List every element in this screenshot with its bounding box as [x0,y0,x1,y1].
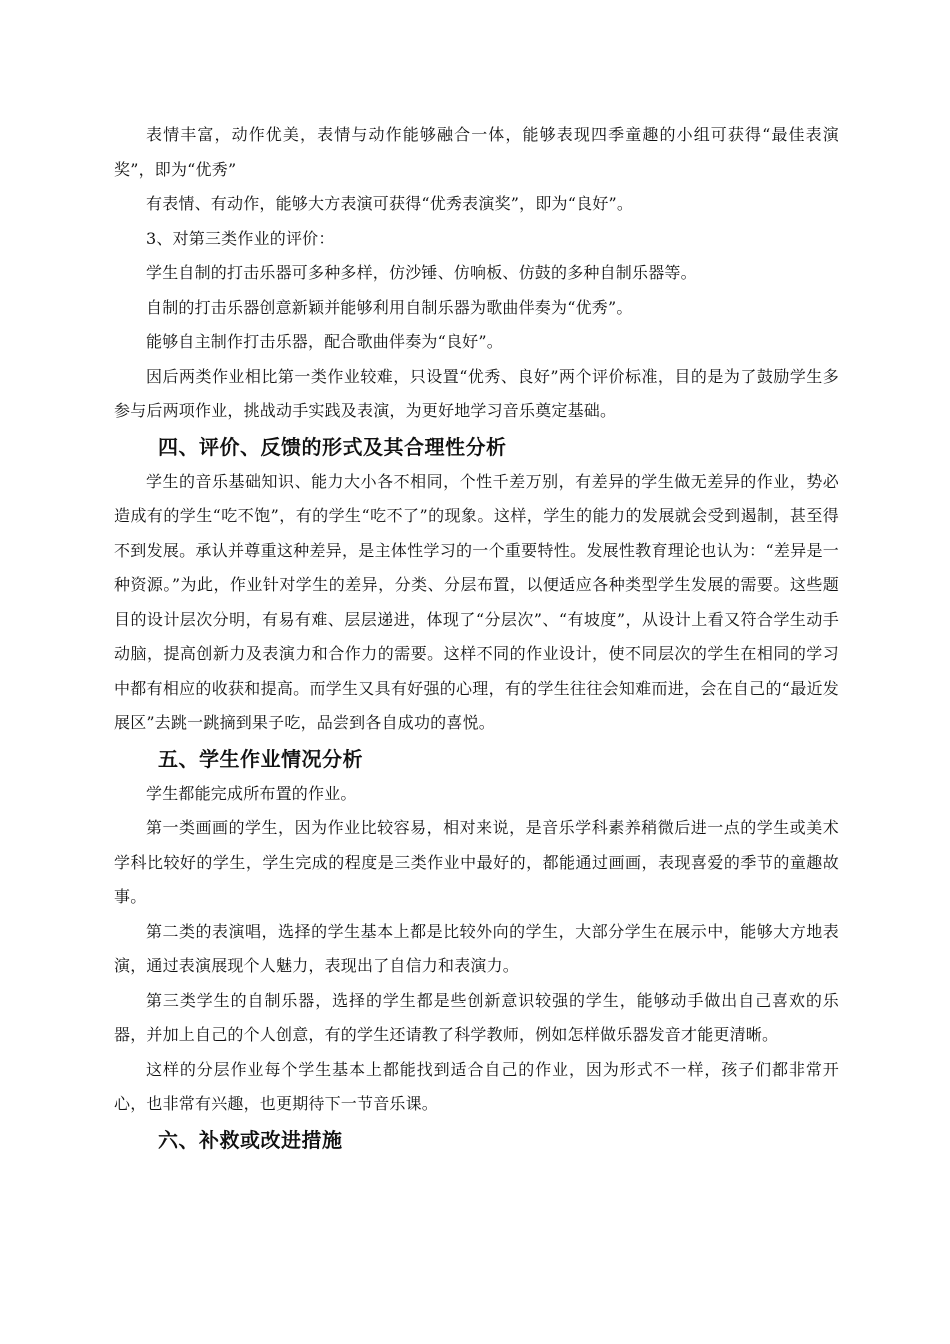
section-heading-4: 四、评价、反馈的形式及其合理性分析 [158,434,507,459]
paragraph: 第一类画画的学生，因为作业比较容易，相对来说，是音乐学科素养稍微后进一点的学生或美术学科比较好的学生，学生完成的程度是三类作业中最好的，都能通过画画，表现喜爱的季节的童趣故事。 [114,818,839,906]
paragraph: 表情丰富，动作优美，表情与动作能够融合一体，能够表现四季童趣的小组可获得“最佳表演奖”，即为“优秀” [114,125,839,179]
section-heading-6: 六、补救或改进措施 [158,1127,343,1152]
paragraph: 自制的打击乐器创意新颖并能够利用自制乐器为歌曲伴奏为“优秀”。 [146,297,633,317]
paragraph: 学生都能完成所布置的作业。 [146,783,357,803]
paragraph: 第三类学生的自制乐器，选择的学生都是些创新意识较强的学生，能够动手做出自己喜欢的乐器，并加上自己的个人创意，有的学生还请教了科学教师，例如怎样做乐器发音才能更清晰。 [114,990,839,1044]
paragraph: 有表情、有动作，能够大方表演可获得“优秀表演奖”，即为“良好”。 [146,194,634,213]
document-page [114,118,839,1158]
paragraph: 因后两类作业相比第一类作业较难，只设置“优秀、良好”两个评价标准，目的是为了鼓励学生多参与后两项作业，挑战动手实践及表演，为更好地学习音乐奠定基础。 [114,366,839,420]
paragraph: 这样的分层作业每个学生基本上都能找到适合自己的作业，因为形式不一样，孩子们都非常开心，也非常有兴趣，也更期待下一节音乐课。 [114,1059,839,1113]
section-heading-5: 五、学生作业情况分析 [158,746,363,771]
paragraph: 学生的音乐基础知识、能力大小各不相同，个性千差万别，有差异的学生做无差异的作业，势必造成有的学生“吃不饱”，有的学生“吃不了”的现象。这样，学生的能力的发展就会受到遏制，甚至得不到发展。承认并尊重这种差异，是主体性学习的一个重要特性。发展性教育理论也认为：“差异是一种资源。”为此，作业针对学生的差异，分类、分层布置，以便适应各种类型学生发展的需要。这些题目的设计层次分明，有易有难、层层递进，体现了“分层次”、“有坡度”，从设计上看又符合学生动手动脑，提高创新力及表演力和合作力的需要。这样不同的作业设计，使不同层次的学生在相同的学习中都有相应的收获和提高。而学生又具有好强的心理，有的学生往往会知难而进，会在自己的“最近发展区”去跳一跳摘到果子吃，品尝到各自成功的喜悦。 [114,471,839,732]
paragraph: 3、对第三类作业的评价： [146,228,335,248]
paragraph: 第二类的表演唱，选择的学生基本上都是比较外向的学生，大部分学生在展示中，能够大方地表演，通过表演展现个人魅力，表现出了自信力和表演力。 [114,921,839,975]
paragraph: 能够自主制作打击乐器，配合歌曲伴奏为“良好”。 [146,332,503,351]
paragraph: 学生自制的打击乐器可多种多样，仿沙锤、仿响板、仿鼓的多种自制乐器等。 [146,263,697,282]
